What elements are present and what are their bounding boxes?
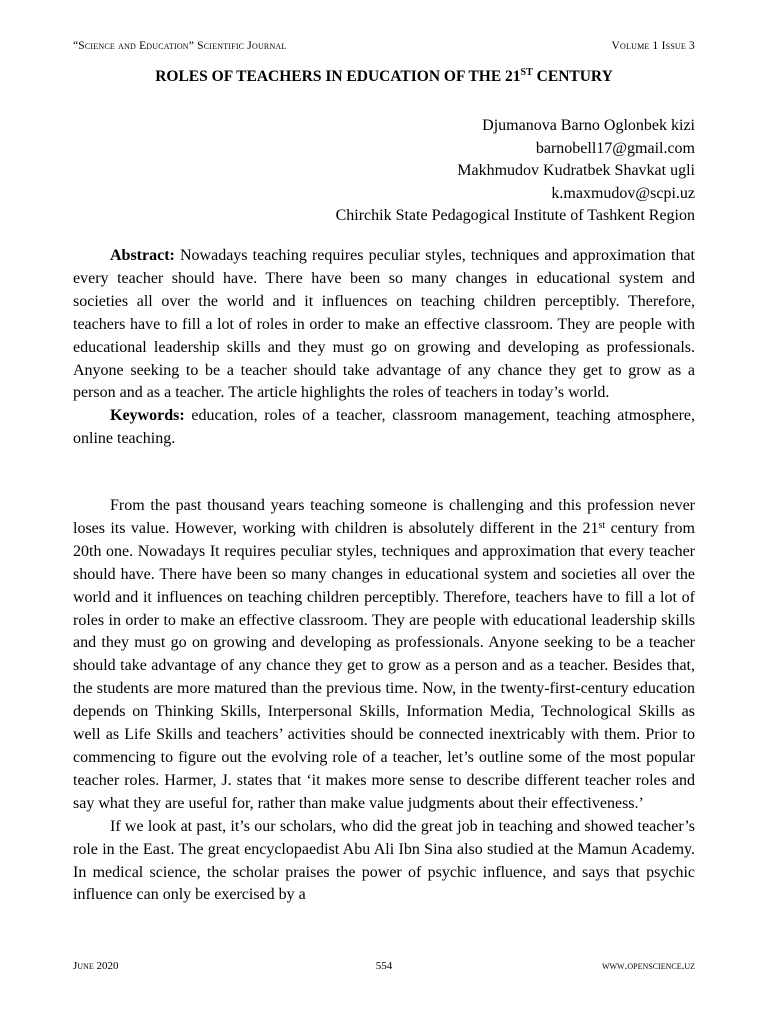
body-paragraph-1-part-2: century from 20th one. Nowadays It requires peculiar styles, techniques and approximation that every teacher should have. There have been so many changes in educational system and societies all over the world and it influences on teaching children perceptibly. Therefore, teachers have to fill a lot of roles in order to make an effective classroom. They are people with educational leadership skills and they must go on growing and developing as professionals. Anyone seeking to be a teacher should take advantage of any chance they get to grow as a person and as a teacher. Besides that, the students are more matured than the previous time. Now, in the twenty-first-century education depends on Thinking Skills, Interpersonal Skills, Information Media, Technological Skills as well as Life Skills and teachers’ activities should be connected inextricably with them. Prior to commencing to figure out the evolving role of a teacher, let’s outline some of the most popular teacher roles. Harmer, J. states that ‘it makes more sense to describe different teacher roles and say what they are useful for, rather than make value judgments about their effectiveness.’ xyxy=(73,519,696,812)
page-number: 554 xyxy=(375,960,393,972)
title-superscript: ST xyxy=(520,67,533,78)
author-block xyxy=(200,115,695,228)
abstract-label: Abstract: xyxy=(110,247,175,264)
century-superscript: st xyxy=(598,519,606,531)
body-paragraph-1-part-1: From the past thousand years teaching someone is challenging and this profession never loses its value. However, working with children is absolutely different in the 21 xyxy=(73,497,695,537)
title-text-end: CENTURY xyxy=(532,68,613,85)
footer-website: www.openscience.uz xyxy=(601,960,695,972)
journal-name: “Science and Education” Scientific Journal xyxy=(73,40,287,52)
keywords-label: Keywords: xyxy=(110,407,185,425)
title-text: ROLES OF TEACHERS IN EDUCATION OF THE 21 xyxy=(155,68,521,85)
author-email-2: k.maxmudov@scpi.uz xyxy=(551,184,695,202)
author-affiliation: Chirchik State Pedagogical Institute of Tashkent Region xyxy=(335,207,695,225)
keywords-paragraph xyxy=(73,405,695,451)
abstract-text: Nowadays teaching requires peculiar styles, techniques and approximation that every teacher should have. There have been so many changes in educational system and societies all over the world and it influences on teaching children perceptibly. Therefore, teachers have to fill a lot of roles in order to make an effective classroom. They are people with educational leadership skills and they must go on growing and developing as professionals. Anyone seeking to be a teacher should take advantage of any chance they get to grow as a person and as a teacher. The article highlights the roles of teachers in today’s world. xyxy=(73,247,695,402)
author-name-2: Makhmudov Kudratbek Shavkat ugli xyxy=(457,162,695,180)
keywords-text: education, roles of a teacher, classroom management, teaching atmosphere, online teaching. xyxy=(73,407,695,448)
author-name-1: Djumanova Barno Oglonbek kizi xyxy=(482,117,695,134)
author-email-1: barnobell17@gmail.com xyxy=(535,139,695,157)
page-footer xyxy=(73,960,695,976)
footer-date: June 2020 xyxy=(73,960,119,972)
main-body xyxy=(73,495,695,907)
paper-title xyxy=(73,68,695,86)
abstract-paragraph xyxy=(73,245,695,405)
body-paragraph-1 xyxy=(73,495,695,816)
issue-info: Volume 1 Issue 3 xyxy=(611,40,695,52)
running-header xyxy=(73,40,695,52)
abstract-section xyxy=(73,245,695,451)
body-paragraph-2: If we look at past, it’s our scholars, who did the great job in teaching and showed teacher’s role in the East. The great encyclopaedist Abu Ali Ibn Sina also studied at the Mamun Academy. In medical science, the scholar praises the power of psychic influence, and says that psychic influence can only be exercised by a xyxy=(73,817,695,904)
